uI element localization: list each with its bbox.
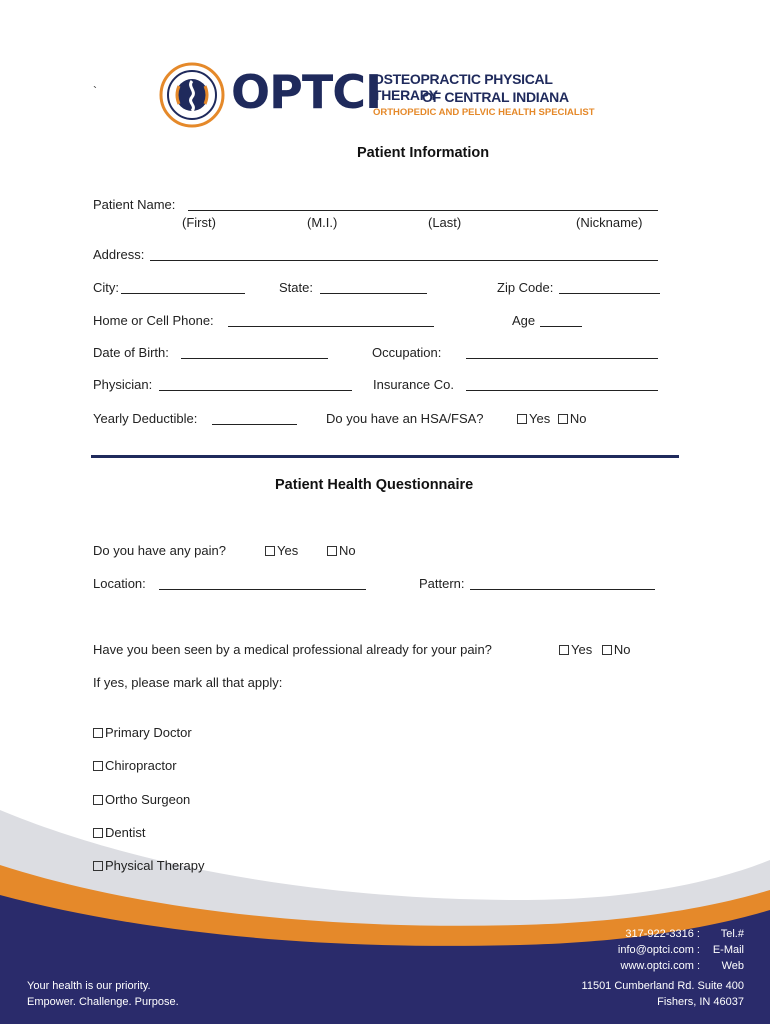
- pain-no-option[interactable]: [327, 543, 356, 558]
- address-field[interactable]: [150, 260, 658, 261]
- pain-no-label: No: [339, 543, 356, 558]
- age-label: Age: [512, 313, 536, 328]
- footer-email-label: E-Mail: [712, 944, 744, 956]
- deductible-label: Yearly Deductible:: [93, 411, 198, 426]
- hsa-yes-checkbox[interactable]: [517, 414, 527, 424]
- seen-no-label: No: [613, 642, 631, 657]
- footer-email: info@optci.com :: [617, 944, 700, 956]
- age-field[interactable]: [540, 326, 582, 327]
- tick-mark: `: [93, 84, 97, 98]
- phone-field[interactable]: [228, 326, 434, 327]
- state-field[interactable]: [320, 293, 427, 294]
- zip-field[interactable]: [559, 293, 660, 294]
- seen-question: Have you been seen by a medical professional already for your pain?: [93, 642, 492, 657]
- insurance-field[interactable]: [466, 390, 658, 391]
- questionnaire-title: Patient Health Questionnaire: [275, 477, 474, 493]
- pain-question: Do you have any pain?: [93, 543, 226, 558]
- seen-yes-label: Yes: [571, 642, 593, 657]
- seen-no-checkbox[interactable]: [602, 645, 612, 655]
- pain-yes-option[interactable]: [265, 543, 298, 558]
- city-field[interactable]: [121, 293, 245, 294]
- pain-yes-label: Yes: [277, 543, 299, 558]
- phone-label: Home or Cell Phone:: [93, 313, 214, 328]
- primary-doctor-label: Primary Doctor: [105, 725, 192, 740]
- logo: [157, 62, 617, 128]
- chiropractor-label: Chiropractor: [105, 758, 177, 773]
- name-part-first: (First): [182, 215, 216, 230]
- patient-info-title: Patient Information: [357, 145, 490, 161]
- occupation-field[interactable]: [466, 358, 658, 359]
- logo-abbrev: OPTCI: [231, 65, 382, 119]
- hsa-question: Do you have an HSA/FSA?: [326, 411, 484, 426]
- dob-label: Date of Birth:: [93, 345, 169, 360]
- hsa-no-checkbox[interactable]: [558, 414, 568, 424]
- physical-therapy-label: Physical Therapy: [105, 858, 205, 873]
- logo-line2: OF CENTRAL INDIANA: [422, 89, 569, 105]
- seen-yes-option[interactable]: [559, 642, 630, 657]
- footer-tagline2: Empower. Challenge. Purpose.: [27, 996, 179, 1008]
- footer-address2: Fishers, IN 46037: [657, 996, 744, 1008]
- ortho-surgeon-label: Ortho Surgeon: [105, 792, 191, 807]
- name-part-mi: (M.I.): [307, 215, 338, 230]
- city-label: City:: [93, 280, 119, 295]
- physical-therapy-checkbox[interactable]: [93, 861, 103, 871]
- physician-label: Physician:: [93, 377, 153, 392]
- hsa-no-label: No: [569, 411, 587, 426]
- dob-field[interactable]: [181, 358, 328, 359]
- deductible-field[interactable]: [212, 424, 297, 425]
- state-label: State:: [279, 280, 313, 295]
- zip-label: Zip Code:: [497, 280, 554, 295]
- pattern-field[interactable]: [470, 589, 655, 590]
- pain-yes-checkbox[interactable]: [265, 546, 275, 556]
- address-label: Address:: [93, 247, 145, 262]
- logo-emblem-icon: [157, 62, 227, 128]
- primary-doctor-checkbox[interactable]: [93, 728, 103, 738]
- physician-field[interactable]: [159, 390, 352, 391]
- location-label: Location:: [93, 576, 146, 591]
- patient-name-label: Patient Name:: [93, 197, 176, 212]
- footer-address1: 11501 Cumberland Rd. Suite 400: [581, 980, 744, 992]
- footer-phone-label: Tel.#: [720, 928, 744, 940]
- logo-line1: OSTEOPRACTIC PHYSICAL THERAPY: [373, 71, 553, 103]
- footer-tagline1: Your health is our priority.: [27, 980, 151, 992]
- patient-name-field[interactable]: [188, 210, 658, 211]
- hsa-yes-label: Yes: [529, 411, 551, 426]
- pain-no-checkbox[interactable]: [327, 546, 337, 556]
- option-physical-therapy[interactable]: [93, 858, 204, 873]
- if-yes-instruction: If yes, please mark all that apply:: [93, 675, 283, 690]
- logo-line3: ORTHOPEDIC AND PELVIC HEALTH SPECIALIST: [373, 107, 595, 118]
- footer-web-label: Web: [721, 960, 744, 972]
- pattern-label: Pattern:: [419, 576, 465, 591]
- name-part-last: (Last): [428, 215, 462, 230]
- occupation-label: Occupation:: [372, 345, 442, 360]
- option-chiropractor[interactable]: [93, 758, 177, 773]
- chiropractor-checkbox[interactable]: [93, 761, 103, 771]
- footer-web[interactable]: www.optci.com :: [620, 960, 700, 972]
- name-part-nickname: (Nickname): [576, 215, 643, 230]
- dentist-label: Dentist: [105, 825, 146, 840]
- location-field[interactable]: [159, 589, 366, 590]
- footer-phone: 317-922-3316 :: [625, 928, 700, 940]
- option-primary-doctor[interactable]: [93, 725, 192, 740]
- hsa-yes-option[interactable]: [517, 411, 586, 426]
- insurance-label: Insurance Co.: [373, 377, 454, 392]
- section-divider: [91, 455, 679, 458]
- seen-yes-checkbox[interactable]: [559, 645, 569, 655]
